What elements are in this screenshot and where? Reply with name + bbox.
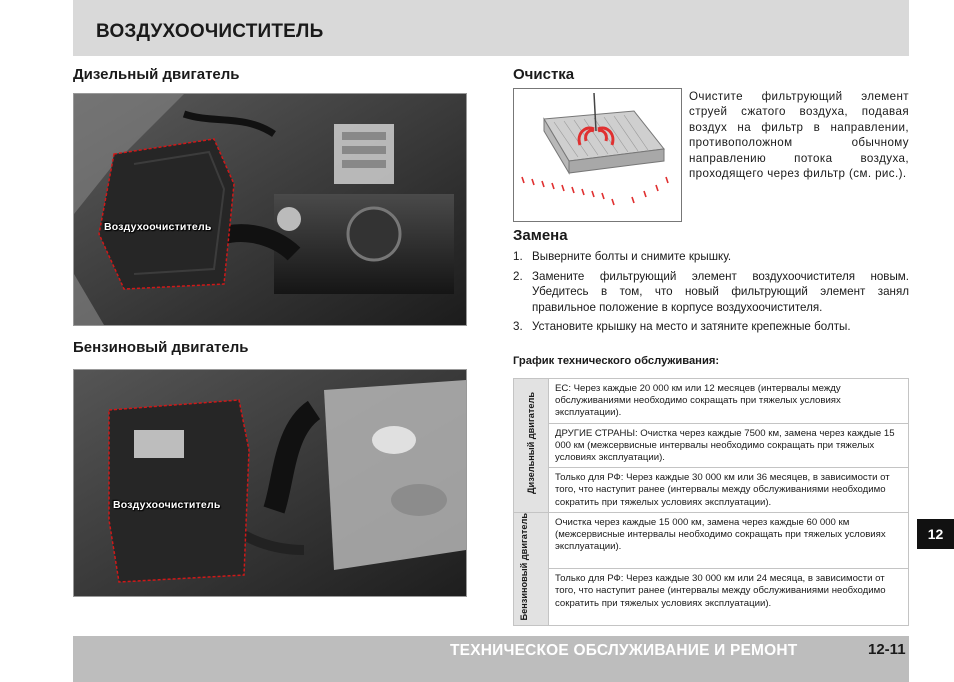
diesel-section-title: Дизельный двигатель bbox=[73, 66, 240, 83]
list-item bbox=[513, 249, 909, 265]
cleaning-instructions: Очистите фильтрующий элемент струей сжатого воздуха, подавая воздух на фильтр в направлении, противоположном обычному направлению потока воздуха, проходящего через фильтр (см. рис.). bbox=[689, 90, 909, 181]
petrol-group-cell bbox=[514, 512, 549, 625]
table-row bbox=[514, 468, 909, 513]
schedule-title: График технического обслуживания: bbox=[513, 355, 720, 367]
cleaning-section-title: Очистка bbox=[513, 66, 575, 83]
replacement-steps bbox=[513, 249, 909, 339]
list-item bbox=[513, 269, 909, 316]
step-number: 1. bbox=[513, 250, 523, 263]
petrol-group-label: Бензиновый двигатель bbox=[519, 512, 529, 621]
maintenance-schedule-table bbox=[513, 378, 909, 626]
filter-cleaning-illustration bbox=[513, 88, 682, 222]
page-number: 12-11 bbox=[868, 641, 906, 658]
table-row bbox=[514, 569, 909, 625]
table-row bbox=[514, 379, 909, 424]
replacement-section-title: Замена bbox=[513, 227, 568, 244]
list-item bbox=[513, 319, 909, 335]
step-text: Замените фильтрующий элемент воздухоочистителя новым. Убедитесь в том, что новый фильтрующий элемент занял правильное положение в корпусе воздухоочистителя. bbox=[532, 269, 909, 314]
step-text: Установите крышку на место и затяните крепежные болты. bbox=[532, 320, 851, 334]
schedule-cell: ДРУГИЕ СТРАНЫ: Очистка через каждые 7500 км, замена через каждые 15 000 км (межсервисные интервалы необходимо сокращать при тяжелых условиях эксплуатации). bbox=[549, 423, 909, 468]
table-row bbox=[514, 512, 909, 568]
petrol-air-cleaner-label: Воздухоочиститель bbox=[113, 499, 221, 511]
schedule-cell: ЕС: Через каждые 20 000 км или 12 месяцев (интервалы между обслуживаниями необходимо сокращать при тяжелых условиях эксплуатации). bbox=[549, 379, 909, 424]
footer-title: ТЕХНИЧЕСКОЕ ОБСЛУЖИВАНИЕ И РЕМОНТ bbox=[450, 642, 798, 659]
page-title: ВОЗДУХООЧИСТИТЕЛЬ bbox=[96, 21, 324, 42]
petrol-engine-photo bbox=[73, 369, 467, 597]
step-text: Выверните болты и снимите крышку. bbox=[532, 250, 732, 263]
diesel-group-cell bbox=[514, 379, 549, 513]
table-row bbox=[514, 423, 909, 468]
diesel-group-label: Дизельный двигатель bbox=[526, 392, 536, 495]
petrol-section-title: Бензиновый двигатель bbox=[73, 339, 249, 356]
diesel-engine-photo bbox=[73, 93, 467, 326]
schedule-cell: Очистка через каждые 15 000 км, замена через каждые 60 000 км (межсервисные интервалы необходимо сокращать при тяжелых условиях эксплуатации). bbox=[549, 512, 909, 568]
chapter-tab: 12 bbox=[917, 519, 954, 549]
schedule-cell: Только для РФ: Через каждые 30 000 км или 36 месяцев, в зависимости от того, что наступит ранее (интервалы между обслуживаниями необходимо сократить при тяжелых условиях эксплуатации). bbox=[549, 468, 909, 513]
schedule-cell: Только для РФ: Через каждые 30 000 км или 24 месяца, в зависимости от того, что наступит ранее (интервалы между обслуживаниями необходимо сократить при тяжелых условиях эксплуатации). bbox=[549, 569, 909, 625]
step-number: 3. bbox=[513, 320, 523, 334]
diesel-air-cleaner-label: Воздухоочиститель bbox=[104, 221, 212, 233]
step-number: 2. bbox=[513, 269, 523, 283]
